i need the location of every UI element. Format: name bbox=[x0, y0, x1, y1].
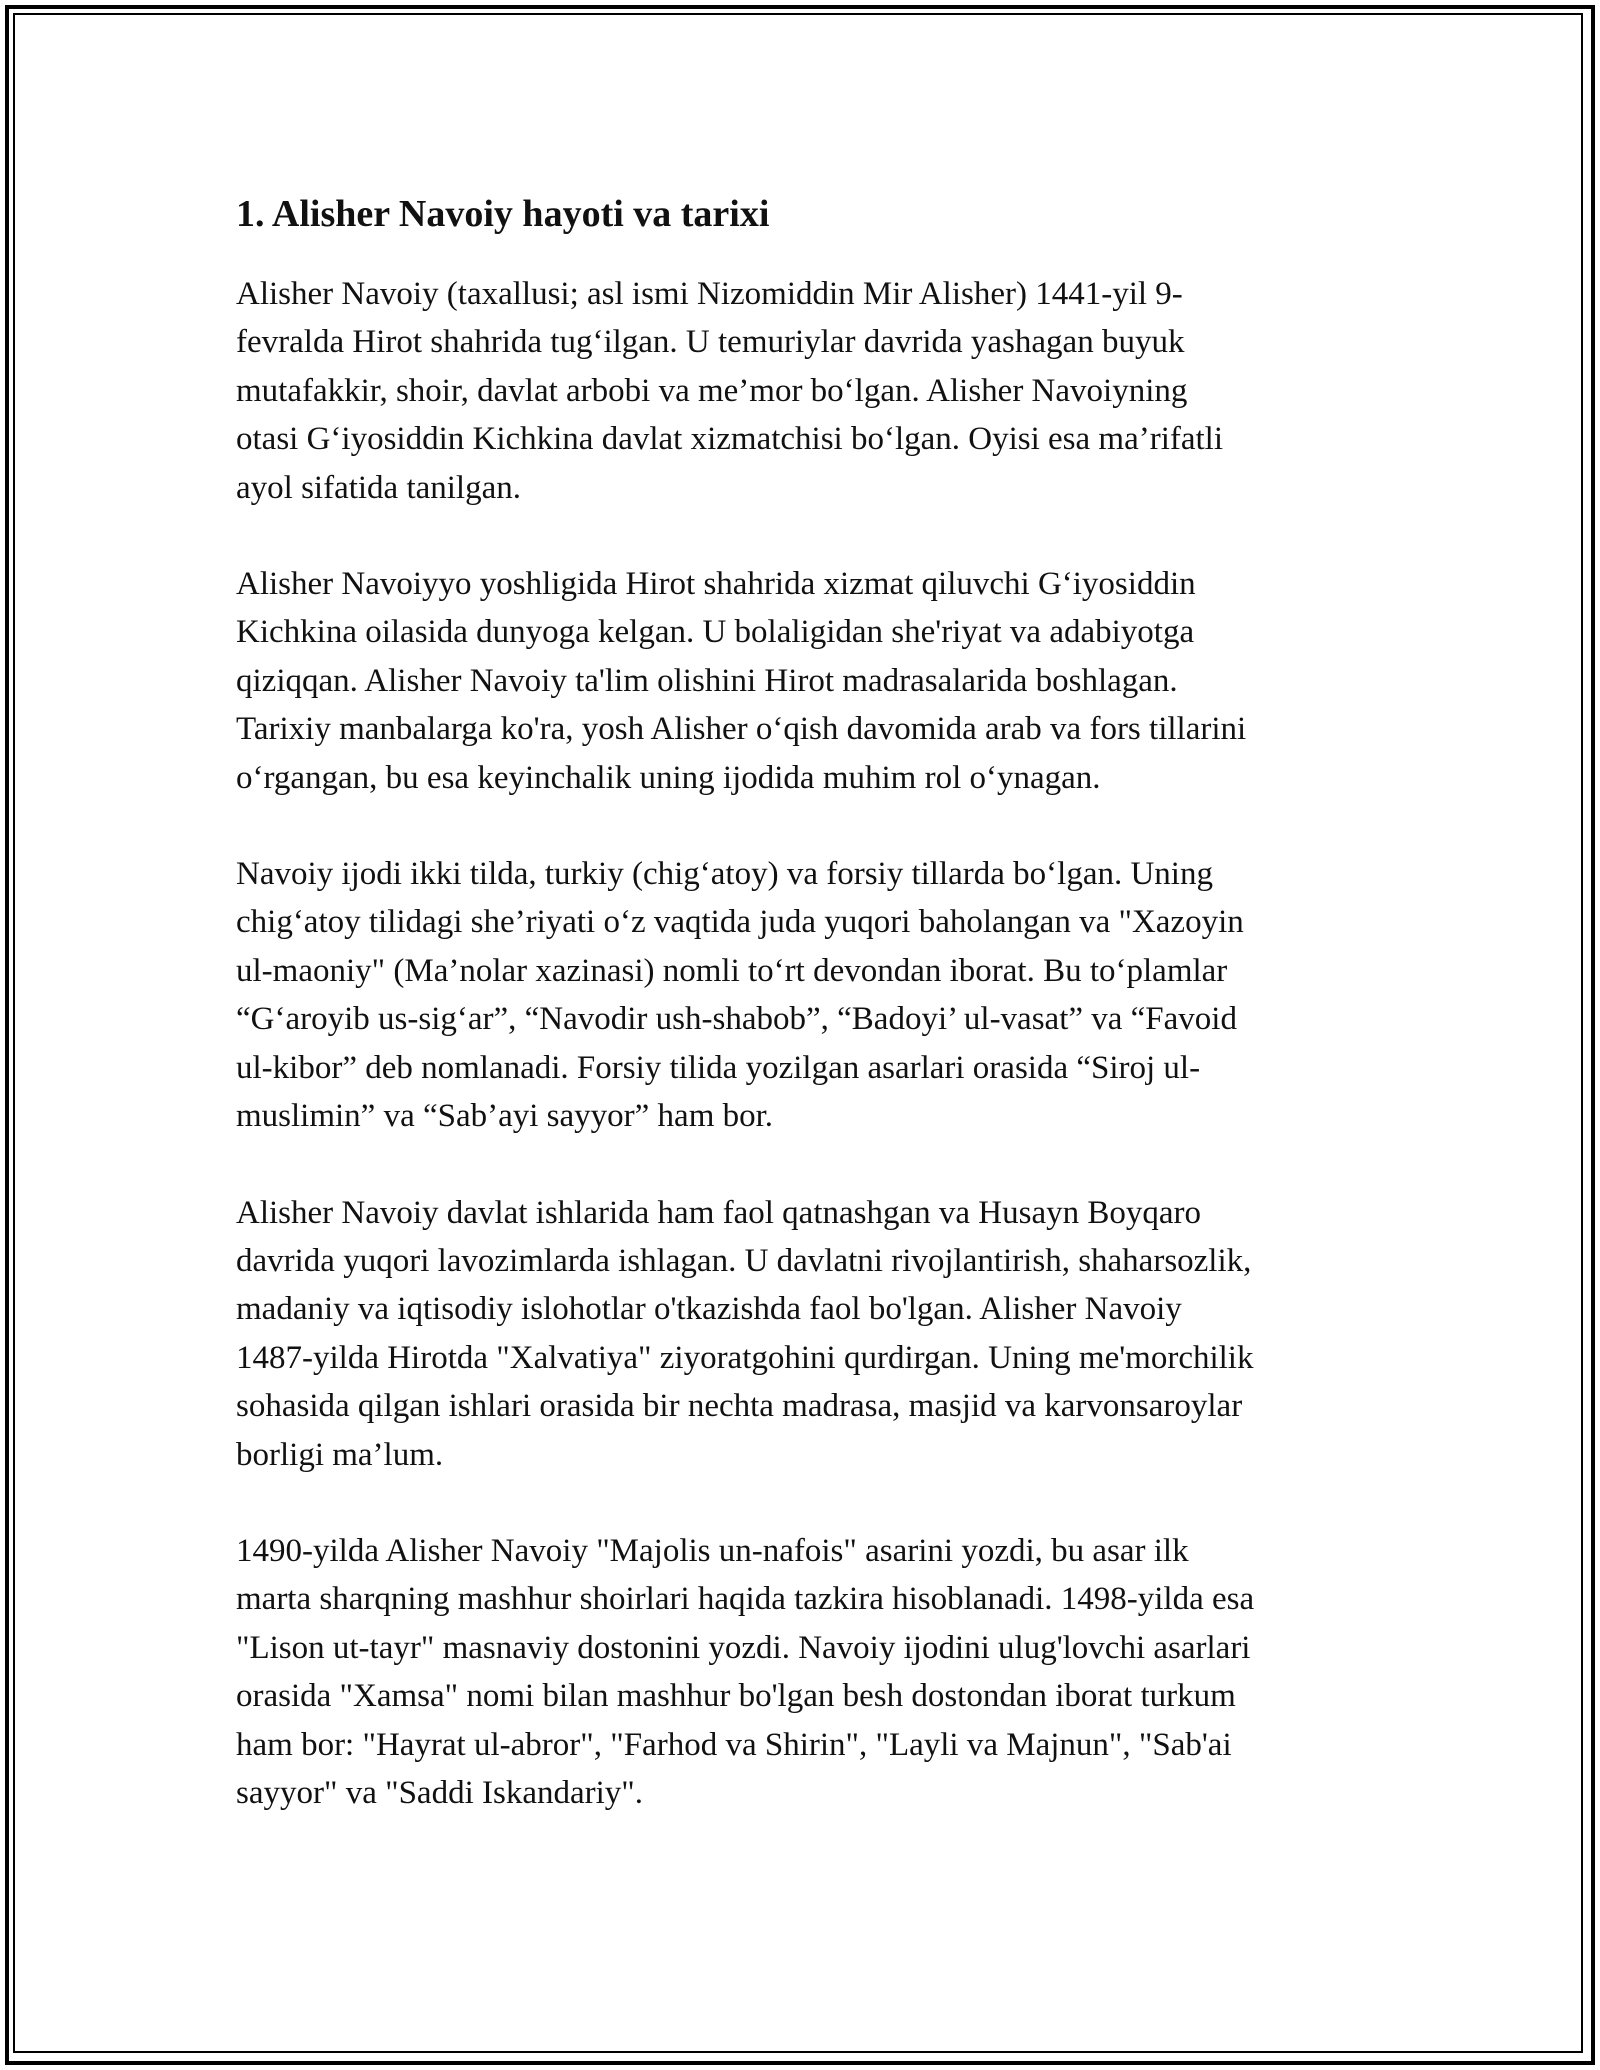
text-line: Navoiy ijodi ikki tilda, turkiy (chig‘atoy) va forsiy tillarda bo‘lgan. Uning bbox=[236, 856, 1213, 893]
document-title: 1. Alisher Navoiy hayoti va tarixi bbox=[236, 193, 770, 235]
text-line: otasi G‘iyosiddin Kichkina davlat xizmatchisi bo‘lgan. Oyisi esa ma’rifatli bbox=[236, 421, 1224, 458]
paragraph-1 bbox=[236, 270, 1376, 512]
text-line: 1487-yilda Hirotda "Xalvatiya" ziyoratgohini qurdirgan. Uning me'morchilik bbox=[236, 1339, 1254, 1376]
text-line: qiziqqan. Alisher Navoiy ta'lim olishini Hirot madrasalarida boshlagan. bbox=[236, 662, 1178, 699]
text-line: orasida "Xamsa" nomi bilan mashhur bo'lgan besh dostondan iborat turkum bbox=[236, 1678, 1236, 1715]
text-line: Kichkina oilasida dunyoga kelgan. U bolaligidan she'riyat va adabiyotga bbox=[236, 614, 1195, 651]
text-line: chig‘atoy tilidagi she’riyati o‘z vaqtida juda yuqori baholangan va "Xazoyin bbox=[236, 904, 1244, 941]
document-body bbox=[236, 184, 1376, 1865]
text-line: muslimin” va “Sab’ayi sayyor” ham bor. bbox=[236, 1098, 774, 1135]
text-line: "Lison ut-tayr" masnaviy dostonini yozdi. Navoiy ijodini ulug'lovchi asarlari bbox=[236, 1629, 1251, 1666]
paragraph-3 bbox=[236, 850, 1376, 1140]
text-line: Alisher Navoiyyo yoshligida Hirot shahrida xizmat qiluvchi G‘iyosiddin bbox=[236, 566, 1196, 603]
text-line: o‘rgangan, bu esa keyinchalik uning ijodida muhim rol o‘ynagan. bbox=[236, 759, 1101, 796]
text-line: marta sharqning mashhur shoirlari haqida tazkira hisoblanadi. 1498-yilda esa bbox=[236, 1581, 1255, 1618]
text-line: ham bor: "Hayrat ul-abror", "Farhod va Shirin", "Layli va Majnun", "Sab'ai bbox=[236, 1726, 1232, 1763]
text-line: sohasida qilgan ishlari orasida bir nechta madrasa, masjid va karvonsaroylar bbox=[236, 1388, 1243, 1425]
paragraph-2 bbox=[236, 560, 1376, 802]
text-line: ul-kibor” deb nomlanadi. Forsiy tilida yozilgan asarlari orasida “Siroj ul- bbox=[236, 1049, 1201, 1086]
text-line: Alisher Navoiy davlat ishlarida ham faol qatnashgan va Husayn Boyqaro bbox=[236, 1194, 1201, 1231]
text-line: madaniy va iqtisodiy islohotlar o'tkazishda faol bo'lgan. Alisher Navoiy bbox=[236, 1291, 1182, 1328]
text-line: fevralda Hirot shahrida tug‘ilgan. U temuriylar davrida yashagan buyuk bbox=[236, 324, 1185, 361]
text-line: mutafakkir, shoir, davlat arbobi va me’mor bo‘lgan. Alisher Navoiyning bbox=[236, 372, 1188, 409]
text-line: Alisher Navoiy (taxallusi; asl ismi Nizomiddin Mir Alisher) 1441-yil 9- bbox=[236, 276, 1183, 312]
paragraph-5 bbox=[236, 1527, 1376, 1817]
text-line: borligi ma’lum. bbox=[236, 1436, 444, 1473]
text-line: ul-maoniy" (Ma’nolar xazinasi) nomli to‘rt devondan iborat. Bu to‘plamlar bbox=[236, 952, 1228, 989]
text-line: sayyor" va "Saddi Iskandariy". bbox=[236, 1774, 643, 1811]
text-line: Tarixiy manbalarga ko'ra, yosh Alisher o‘qish davomida arab va fors tillarini bbox=[236, 711, 1247, 748]
text-line: ayol sifatida tanilgan. bbox=[236, 469, 521, 506]
text-line: “G‘aroyib us-sig‘ar”, “Navodir ush-shabob”, “Badoyi’ ul-vasat” va “Favoid bbox=[236, 1001, 1237, 1038]
text-line: davrida yuqori lavozimlarda ishlagan. U davlatni rivojlantirish, shaharsozlik, bbox=[236, 1242, 1252, 1279]
paragraph-4 bbox=[236, 1189, 1376, 1479]
text-line: 1490-yilda Alisher Navoiy "Majolis un-nafois" asarini yozdi, bu asar ilk bbox=[236, 1532, 1189, 1569]
